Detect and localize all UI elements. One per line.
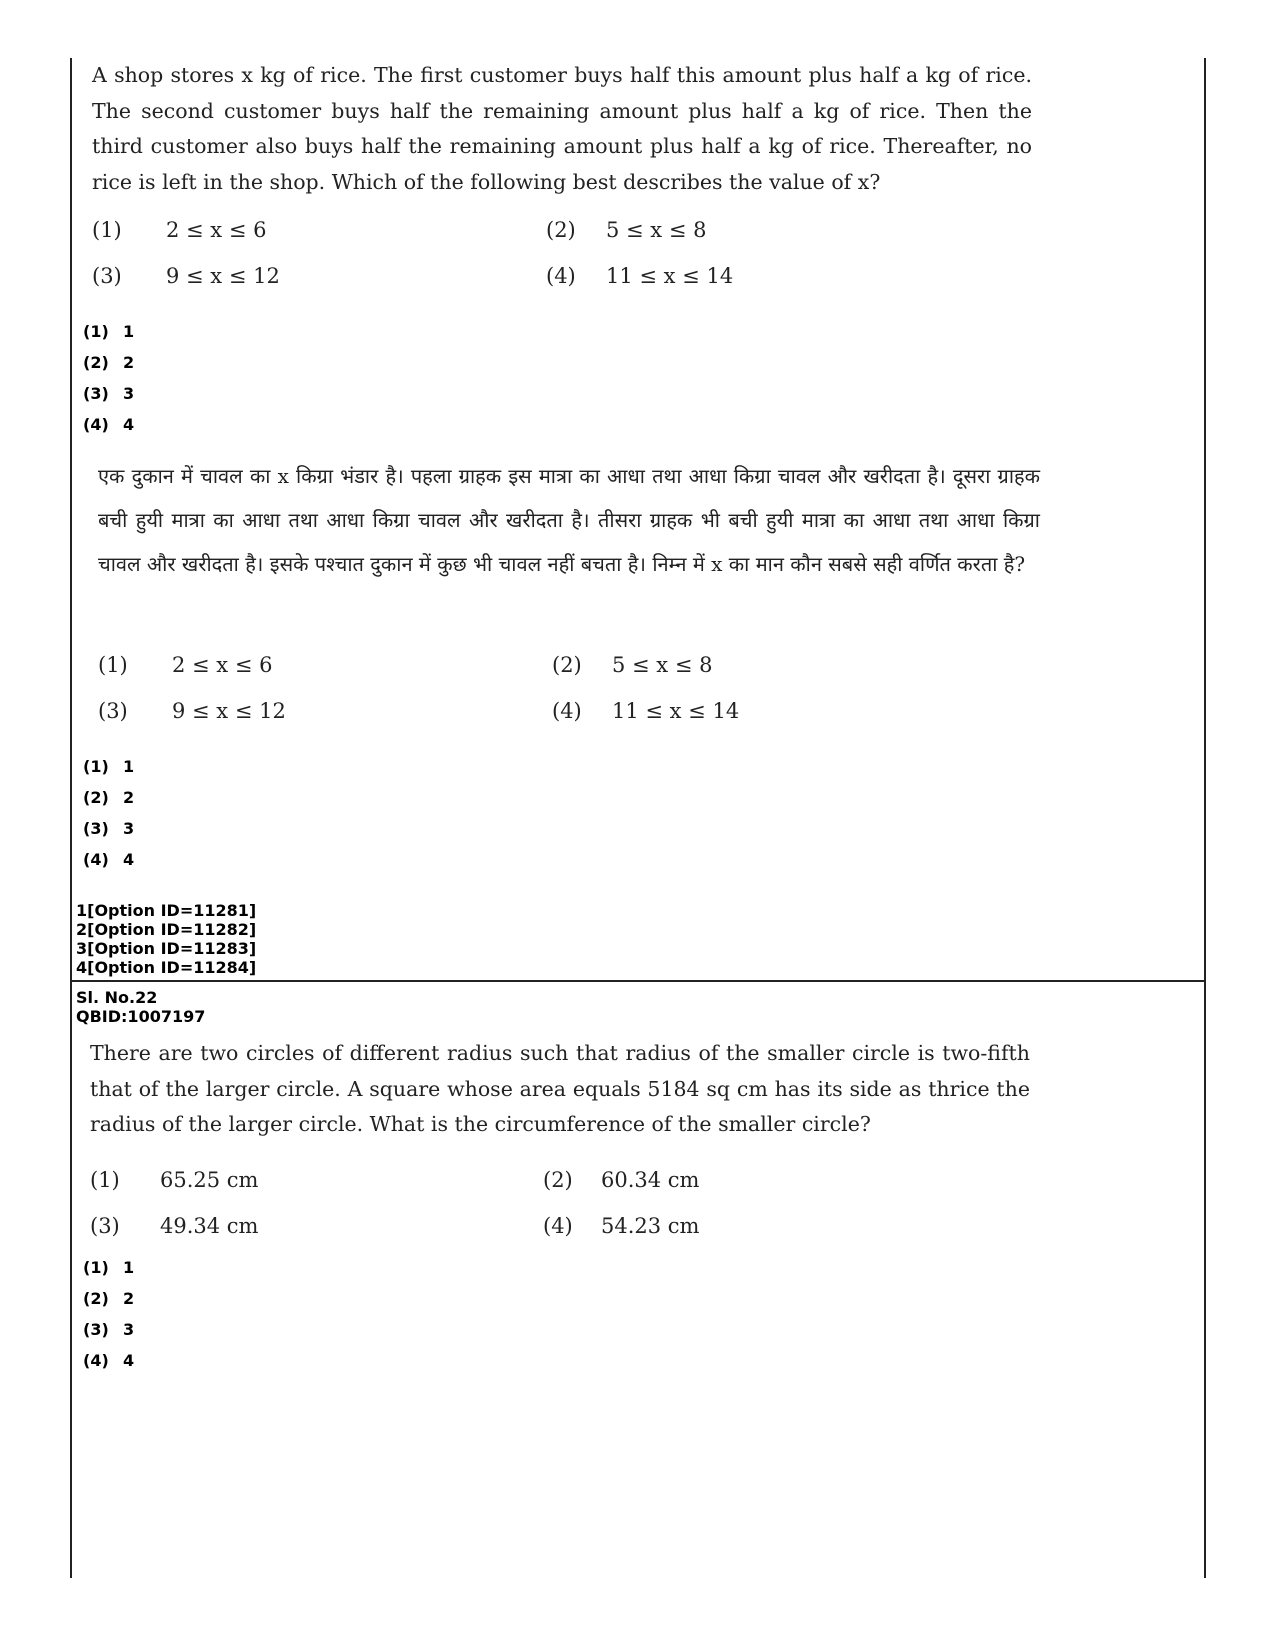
option-number: (1) — [98, 653, 128, 677]
option-text: 60.34 cm — [601, 1168, 700, 1192]
q21-hi-answer-3 — [83, 819, 134, 838]
answer-number: (3) — [83, 819, 109, 838]
q22-answer-2 — [83, 1289, 134, 1308]
answer-value: 1 — [123, 322, 135, 341]
answer-value: 3 — [123, 819, 135, 838]
option-number: (4) — [543, 1214, 573, 1238]
option-text: 5 ≤ x ≤ 8 — [612, 653, 713, 677]
question-divider — [70, 980, 1206, 982]
answer-value: 1 — [123, 757, 135, 776]
question-21-hindi-text — [98, 454, 1040, 586]
q22-option-4 — [543, 1214, 699, 1238]
option-text: 9 ≤ x ≤ 12 — [172, 699, 286, 723]
question-22-header — [76, 988, 205, 1026]
q22-option-2 — [543, 1168, 699, 1192]
answer-number: (1) — [83, 757, 109, 776]
option-number: (2) — [552, 653, 582, 677]
q21-en-answer-3 — [83, 384, 134, 403]
option-number: (2) — [546, 218, 576, 242]
answer-number: (2) — [83, 788, 109, 807]
option-id: 3[Option ID=11283] — [76, 939, 257, 958]
q22-option-3 — [90, 1214, 258, 1238]
option-text: 2 ≤ x ≤ 6 — [166, 218, 267, 242]
q21-hi-answer-2 — [83, 788, 134, 807]
option-number: (4) — [552, 699, 582, 723]
option-text: 65.25 cm — [160, 1168, 259, 1192]
page-border-left — [70, 58, 72, 1578]
serial-number: Sl. No.22 — [76, 988, 158, 1007]
option-id: 4[Option ID=11284] — [76, 958, 257, 977]
q22-answer-4 — [83, 1351, 134, 1370]
option-text: 11 ≤ x ≤ 14 — [606, 264, 734, 288]
answer-number: (4) — [83, 850, 109, 869]
option-number: (1) — [90, 1168, 120, 1192]
question-21-english-text — [92, 58, 1032, 200]
question-22-text — [90, 1036, 1030, 1143]
answer-value: 2 — [123, 1289, 135, 1308]
answer-number: (4) — [83, 1351, 109, 1370]
answer-number: (2) — [83, 353, 109, 372]
answer-number: (1) — [83, 1258, 109, 1277]
q21-en-option-1 — [92, 218, 266, 242]
answer-number: (2) — [83, 1289, 109, 1308]
q21-hi-option-4 — [552, 699, 739, 723]
option-text: 54.23 cm — [601, 1214, 700, 1238]
q21-hi-answer-1 — [83, 757, 134, 776]
option-number: (4) — [546, 264, 576, 288]
q21-hi-option-3 — [98, 699, 286, 723]
qbid: QBID:1007197 — [76, 1007, 206, 1026]
q21-en-option-2 — [546, 218, 706, 242]
q21-en-answer-2 — [83, 353, 134, 372]
option-number: (3) — [92, 264, 122, 288]
option-id: 2[Option ID=11282] — [76, 920, 257, 939]
option-text: 49.34 cm — [160, 1214, 259, 1238]
option-text: 5 ≤ x ≤ 8 — [606, 218, 707, 242]
q22-answer-1 — [83, 1258, 134, 1277]
q21-en-option-4 — [546, 264, 733, 288]
option-id: 1[Option ID=11281] — [76, 901, 257, 920]
answer-value: 3 — [123, 384, 135, 403]
option-number: (3) — [90, 1214, 120, 1238]
option-text: 9 ≤ x ≤ 12 — [166, 264, 280, 288]
option-number: (1) — [92, 218, 122, 242]
answer-number: (1) — [83, 322, 109, 341]
answer-value: 4 — [123, 1351, 135, 1370]
option-text: 11 ≤ x ≤ 14 — [612, 699, 740, 723]
answer-value: 4 — [123, 415, 135, 434]
q22-answer-3 — [83, 1320, 134, 1339]
answer-value: 2 — [123, 788, 135, 807]
option-ids — [76, 901, 256, 977]
q21-hi-option-1 — [98, 653, 272, 677]
answer-value: 2 — [123, 353, 135, 372]
q22-option-1 — [90, 1168, 258, 1192]
answer-number: (3) — [83, 1320, 109, 1339]
q21-en-option-3 — [92, 264, 280, 288]
answer-value: 3 — [123, 1320, 135, 1339]
q21-hi-answer-4 — [83, 850, 134, 869]
q21-hi-option-2 — [552, 653, 712, 677]
q21-en-answer-1 — [83, 322, 134, 341]
answer-value: 1 — [123, 1258, 135, 1277]
option-text: 2 ≤ x ≤ 6 — [172, 653, 273, 677]
question-text: एक दुकान में चावल का x किग्रा भंडार है। पहला ग्राहक इस मात्रा का आधा तथा आधा किग्रा चावल और खरीदता है। दूसरा ग्राहक बची हुयी मात्रा का आधा तथा आधा किग्रा चावल और खरीदता है। तीसरा ग्राहक भी बची हुयी मात्रा का आधा तथा आधा किग्रा चावल और खरीदता है। इसके पश्चात दुकान में कुछ भी चावल नहीं बचता है। निम्न में x का मान कौन सबसे सही वर्णित करता है? — [98, 464, 1040, 576]
option-number: (3) — [98, 699, 128, 723]
q21-en-answer-4 — [83, 415, 134, 434]
question-text: A shop stores x kg of rice. The first customer buys half this amount plus half a kg of rice. The second customer buys half the remaining amount plus half a kg of rice. Then the third customer also buys half the remaining amount plus half a kg of rice. Thereafter, no rice is left in the shop. Which of the following best describes the value of x? — [92, 63, 1032, 194]
option-number: (2) — [543, 1168, 573, 1192]
answer-value: 4 — [123, 850, 135, 869]
answer-number: (4) — [83, 415, 109, 434]
page-border-right — [1204, 58, 1206, 1578]
question-text: There are two circles of different radius such that radius of the smaller circle is two-fifth that of the larger circle. A square whose area equals 5184 sq cm has its side as thrice the radius of the larger circle. What is the circumference of the smaller circle? — [90, 1041, 1030, 1136]
answer-number: (3) — [83, 384, 109, 403]
